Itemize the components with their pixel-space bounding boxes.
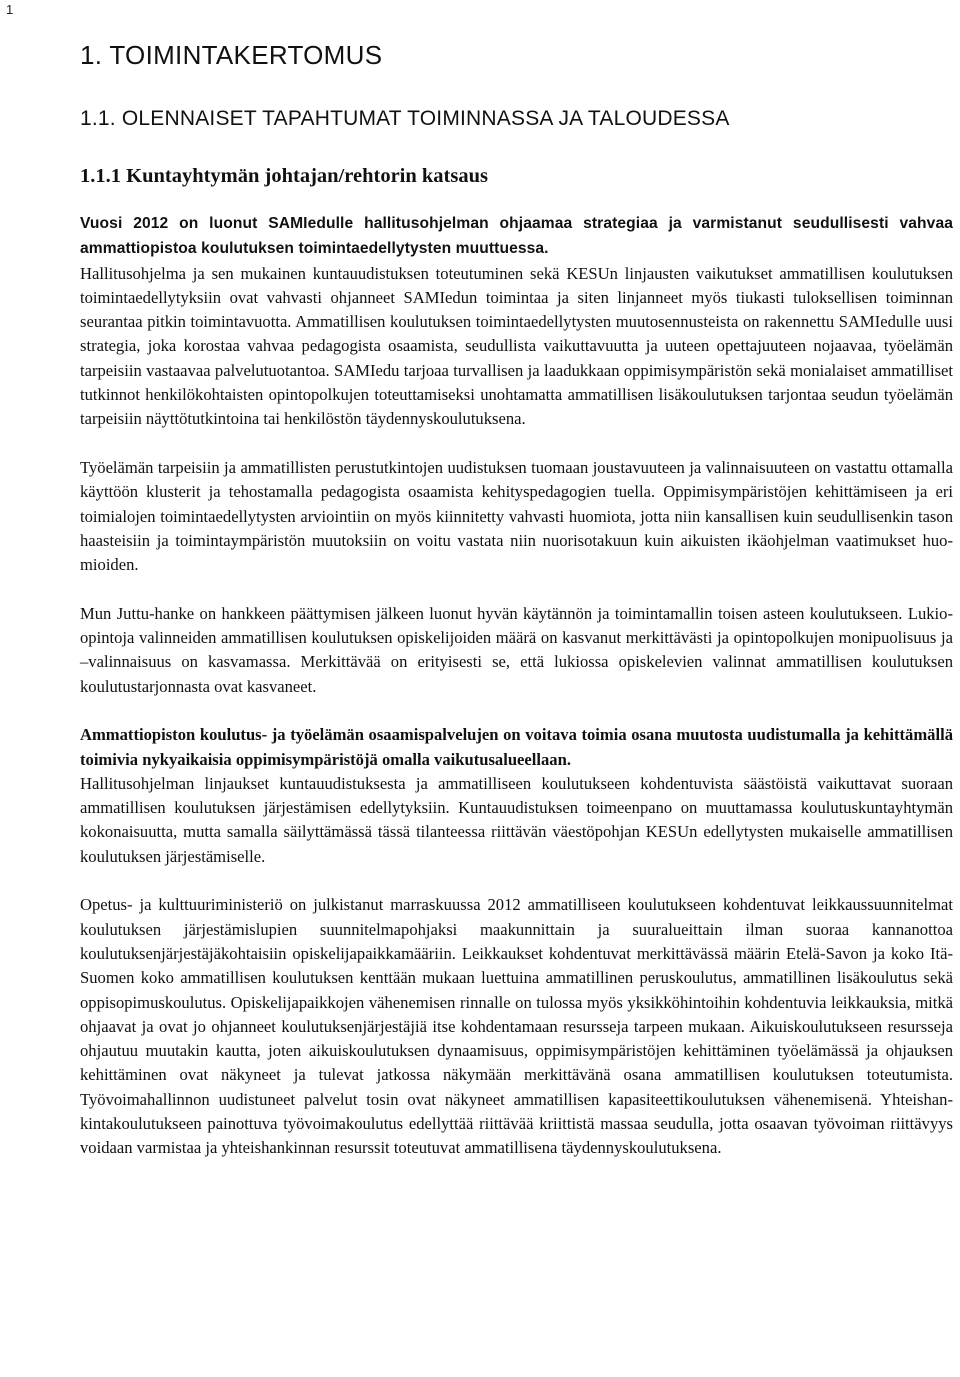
heading-level-3: 1.1.1 Kuntayhtymän johtajan/rehtorin katsaus bbox=[80, 165, 488, 187]
paragraph-3: Mun Juttu-hanke on hankkeen päättymisen jälkeen luonut hyvän käytännön ja toimintamallin toisen asteen koulutukseen. Lukio-opintoja valinneiden ammatillisen koulutuksen opiskelijoiden määrä on kasvanut merkittävästi ja opintopolkujen monipuolisuus ja –valinnaisuus on kasvamassa. Merkittävää on erityisesti se, että lukiossa opiskelevien valinnat ammatillisen koulutuksen koulutustarjonnasta ovat kasvaneet. bbox=[80, 603, 953, 696]
paragraph-bold-block bbox=[80, 723, 953, 869]
paragraph-1: Hallitusohjelma ja sen mukainen kuntauudistuksen toteutuminen sekä KESUn linjausten vaikutukset ammatillisen koulutuksen toimintaedellytyksiin ovat vahvasti ohjanneet SAMIedun toimintaa ja siten linjanneet myös tiukasti tuloksellisen toiminnan seurantaa pitkin toimintavuotta. Ammatillisen koulutuksen toimintaedellytysten muutosennusteista on rakennettu SAMIedulle uusi strategia, joka korostaa vahvaa pedagogista osaamista, seudullista vaikuttavuutta ja uuteen opettajuuteen nojaavaa, työelämän tarpeisiin vastaavaa palvelutuotantoa. SAMIedu tarjoaa turvallisen ja laadukkaan oppimisympäristön sekä monialaiset ammatilliset tutkinnot henkilökohtaisten opintopolkujen toteuttamiseksi unohtamatta ammatillisen lisäkoulutuksen tarjontaa seudun työelämän tarpeisiin näyttötutkintoina tai henkilöstön täydennyskoulutuksena. bbox=[80, 263, 953, 429]
lead-sentence: Vuosi 2012 on luonut SAMIedulle hallitusohjelman ohjaamaa strategiaa ja varmistanut seudullisesti vahvaa ammattiopistoa koulutuksen toimintaedellytysten muuttuessa. bbox=[80, 215, 953, 258]
page-number: 1 bbox=[6, 2, 14, 17]
bold-paragraph: Ammattiopiston koulutus- ja työelämän osaamispalvelujen on voitava toimia osana muutosta uudistumalla ja kehittämällä toimivia nykyaikaisia oppimisympäristöjä omalla vaikutusalueellaan. bbox=[80, 725, 953, 769]
heading-level-1: 1. TOIMINTAKERTOMUS bbox=[80, 40, 383, 70]
body-text bbox=[80, 211, 953, 1185]
heading-level-2: 1.1. OLENNAISET TAPAHTUMAT TOIMINNASSA JA TALOUDESSA bbox=[80, 107, 730, 130]
paragraph-2: Työelämän tarpeisiin ja ammatillisten perustutkintojen uudistuksen tuomaan joustavuuteen ja valinnaisuuteen on vastattu ottamalla käyttöön klusterit ja tehostamalla pedagogista osaamista kehityspedagogien tuella. Oppimisympäristöjen kehittämiseen ja eri toimialojen toimintaedellytysten arviointiin on myös kiinnitetty vahvasti huomiota, jotta niin kansallisen kuin seudullisenkin tason haasteisiin ja toimintaympäristön muutoksiin on voitu vastata niin nuorisotakuun kuin aikuisten ikäohjelman vaatimukset huomioiden. bbox=[80, 457, 953, 575]
paragraph-intro bbox=[80, 211, 953, 432]
paragraph-5: Opetus- ja kulttuuriministeriö on julkistanut marraskuussa 2012 ammatilliseen koulutukseen kohdentuvat leikkaussuunnitelmat koulutuksen järjestämislupien suunnitelmapohjaksi maakunnittain ja suuralueittain ilman suoraa kannanottoa koulutuksenjärjestäjäkohtaisiin opiskelijapaikkamääriin. Leikkaukset kohdentuvat merkittävässä määrin Etelä-Savon ja koko Itä-Suomen koko ammatillisen koulutuksen kenttään mukaan luettuina ammatillinen peruskoulutus, ammatillinen lisäkoulutus sekä oppisopimuskoulutus. Opiskelijapaikkojen vähenemisen rinnalle on tulossa myös yksikköhintoihin kohdentuvia leikkauksia, mitkä ohjaavat ja ovat jo ohjanneet koulutuksenjärjestäjiä itse kohdentamaan resursseja tarpeen mukaan. Aikuiskoulutukseen resursseja ohjautuu muutakin kautta, joten aikuiskoulutuksen dynaamisuus, oppimisympäristöjen kehittäminen työelämässä ja ohjauksen kehittäminen ovat näkyneet ja tulevat jatkossa näkymään merkittävänä osana ammatillisen koulutuksen toteutumista. Työvoimahallinnon uudistuneet palvelut tosin ovat näkyneet ammatillisen kapasiteettikoulutuksen vähenemisenä. Yhteishankintakoulutukseen painottuva työvoimakoulutus edellyttää riittävää kriittistä massaa seudulla, jotta osaavan työvoiman riittävyys voidaan varmistaa ja yhteishankinnan resurssit toteutuvat ammatillisena täydennyskoulutuksena. bbox=[80, 895, 953, 1158]
paragraph-4: Hallitusohjelman linjaukset kuntauudistuksesta ja ammatilliseen koulutukseen kohdentuvista säästöistä vaikuttavat suoraan ammatillisen koulutuksen järjestämisen edellytyksiin. Kuntauudistuksen toimeenpano on muuttamassa koulutuskuntayhtymän kokonaisuutta, mutta samalla säilyttämässä tässä tilanteessa riittävän väestöpohjan KESUn edellytysten mukaiselle ammatillisen koulutuksen järjestämiselle. bbox=[80, 773, 953, 866]
